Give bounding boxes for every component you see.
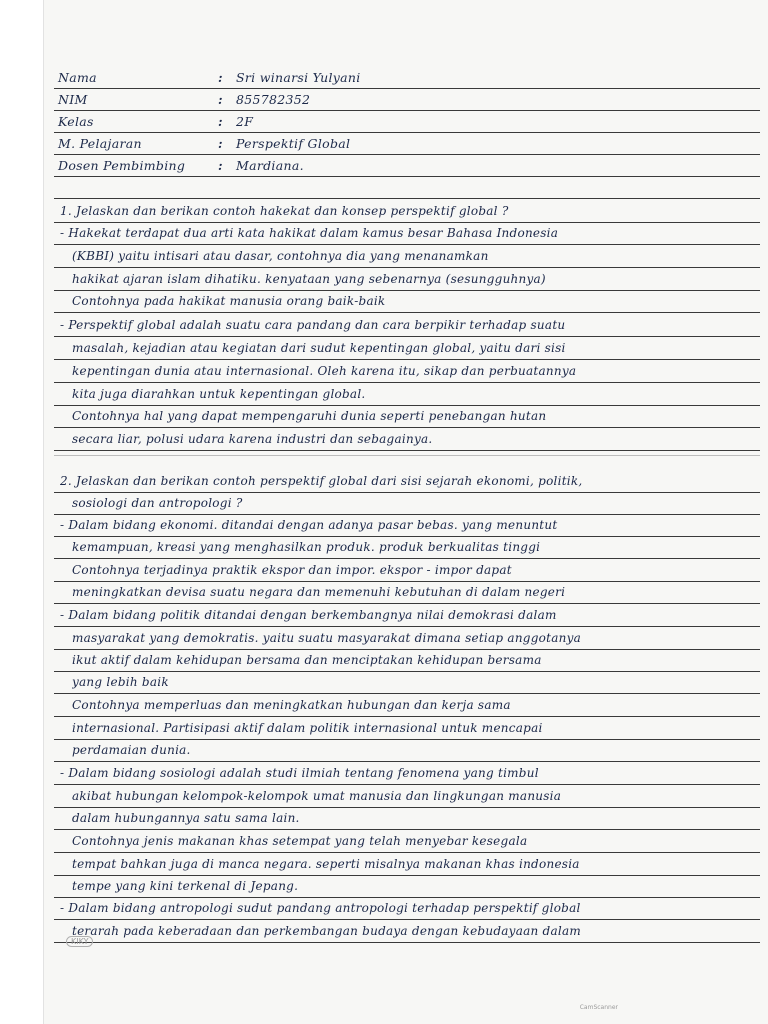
header-colon: :	[218, 70, 223, 85]
ruled-line	[54, 492, 760, 493]
header-value: Perspektif Global	[236, 136, 351, 151]
ruled-line	[54, 693, 760, 694]
ruled-line	[54, 176, 760, 177]
handwritten-line: Contohnya pada hakikat manusia orang baik-baik	[72, 294, 386, 308]
ruled-line	[54, 536, 760, 537]
handwritten-line: perdamaian dunia.	[72, 743, 191, 757]
handwritten-line: secara liar, polusi udara karena industri dan sebagainya.	[72, 432, 433, 446]
ruled-line	[54, 450, 760, 451]
handwritten-line: terarah pada keberadaan dan perkembangan budaya dengan kebudayaan dalam	[72, 924, 581, 938]
header-value: 855782352	[236, 92, 311, 107]
handwritten-line: sosiologi dan antropologi ?	[72, 496, 243, 510]
handwritten-line: 1. Jelaskan dan berikan contoh hakekat dan konsep perspektif global ?	[60, 204, 509, 218]
ruled-line	[54, 244, 760, 245]
handwritten-line: yang lebih baik	[72, 675, 169, 689]
ruled-line	[54, 739, 760, 740]
ruled-line	[54, 110, 760, 111]
ruled-line	[54, 132, 760, 133]
ruled-line	[54, 942, 760, 943]
ruled-line	[54, 405, 760, 406]
ruled-line	[54, 649, 760, 650]
header-value: Sri winarsi Yulyani	[236, 70, 361, 85]
ruled-line	[54, 829, 760, 830]
page-stamp: KIKY	[66, 936, 93, 947]
header-label: Nama	[58, 70, 97, 85]
handwritten-line: - Hakekat terdapat dua arti kata hakikat dalam kamus besar Bahasa Indonesia	[60, 226, 559, 240]
ruled-line	[54, 807, 760, 808]
ruled-line	[54, 671, 760, 672]
ruled-line	[54, 222, 760, 223]
handwritten-line: 2. Jelaskan dan berikan contoh perspektif global dari sisi sejarah ekonomi, politik,	[60, 474, 583, 488]
ruled-line	[54, 626, 760, 627]
ruled-line	[54, 716, 760, 717]
handwritten-line: kepentingan dunia atau internasional. Oleh karena itu, sikap dan perbuatannya	[72, 364, 577, 378]
handwritten-line: (KBBI) yaitu intisari atau dasar, contohnya dia yang menanamkan	[72, 249, 489, 263]
header-colon: :	[218, 136, 223, 151]
handwritten-line: - Dalam bidang antropologi sudut pandang antropologi terhadap perspektif global	[60, 901, 581, 915]
scanner-watermark: CamScanner	[579, 1004, 618, 1011]
ruled-line	[54, 88, 760, 89]
handwritten-line: masalah, kejadian atau kegiatan dari sudut kepentingan global, yaitu dari sisi	[72, 341, 566, 355]
handwritten-line: - Dalam bidang sosiologi adalah studi ilmiah tentang fenomena yang timbul	[60, 766, 539, 780]
header-label: M. Pelajaran	[58, 136, 142, 151]
handwritten-line: kemampuan, kreasi yang menghasilkan produk. produk berkualitas tinggi	[72, 540, 541, 554]
handwritten-line: hakikat ajaran islam dihatiku. kenyataan yang sebenarnya (sesungguhnya)	[72, 272, 546, 286]
handwritten-line: Contohnya terjadinya praktik ekspor dan impor. ekspor - impor dapat	[72, 563, 512, 577]
handwritten-line: meningkatkan devisa suatu negara dan memenuhi kebutuhan di dalam negeri	[72, 585, 566, 599]
header-colon: :	[218, 114, 223, 129]
header-value: Mardiana.	[236, 158, 304, 173]
ruled-line	[54, 581, 760, 582]
ruled-line	[54, 897, 760, 898]
handwritten-line: Contohnya jenis makanan khas setempat yang telah menyebar kesegala	[72, 834, 528, 848]
handwritten-line: masyarakat yang demokratis. yaitu suatu masyarakat dimana setiap anggotanya	[72, 631, 582, 645]
ruled-line	[54, 336, 760, 337]
header-value: 2F	[236, 114, 254, 129]
ruled-line	[54, 312, 760, 313]
ruled-line	[54, 154, 760, 155]
handwritten-line: - Perspektif global adalah suatu cara pandang dan cara berpikir terhadap suatu	[60, 318, 566, 332]
handwritten-line: dalam hubungannya satu sama lain.	[72, 811, 300, 825]
ruled-line	[54, 761, 760, 762]
ruled-line	[54, 784, 760, 785]
ruled-line	[54, 558, 760, 559]
ruled-line	[54, 603, 760, 604]
handwritten-line: ikut aktif dalam kehidupan bersama dan menciptakan kehidupan bersama	[72, 653, 542, 667]
ruled-line	[54, 852, 760, 853]
ruled-line	[54, 382, 760, 383]
ruled-line	[54, 290, 760, 291]
header-colon: :	[218, 92, 223, 107]
handwritten-line: internasional. Partisipasi aktif dalam politik internasional untuk mencapai	[72, 721, 543, 735]
notebook-page	[44, 0, 768, 1024]
handwritten-line: - Dalam bidang politik ditandai dengan berkembangnya nilai demokrasi dalam	[60, 608, 557, 622]
header-label: Kelas	[58, 114, 94, 129]
ruled-line	[54, 359, 760, 360]
handwritten-line: kita juga diarahkan untuk kepentingan global.	[72, 387, 366, 401]
handwritten-line: Contohnya memperluas dan meningkatkan hubungan dan kerja sama	[72, 698, 511, 712]
ruled-line	[54, 267, 760, 268]
ruled-line	[54, 198, 760, 199]
handwritten-line: tempe yang kini terkenal di Jepang.	[72, 879, 299, 893]
header-label: NIM	[58, 92, 88, 107]
handwritten-line: akibat hubungan kelompok-kelompok umat manusia dan lingkungan manusia	[72, 789, 562, 803]
handwritten-line: Contohnya hal yang dapat mempengaruhi dunia seperti penebangan hutan	[72, 409, 547, 423]
ruled-line	[54, 919, 760, 920]
ruled-line	[54, 455, 760, 456]
ruled-line	[54, 875, 760, 876]
header-label: Dosen Pembimbing	[58, 158, 186, 173]
header-colon: :	[218, 158, 223, 173]
ruled-line	[54, 514, 760, 515]
handwritten-line: - Dalam bidang ekonomi. ditandai dengan adanya pasar bebas. yang menuntut	[60, 518, 558, 532]
handwritten-line: tempat bahkan juga di manca negara. seperti misalnya makanan khas indonesia	[72, 857, 580, 871]
ruled-line	[54, 427, 760, 428]
